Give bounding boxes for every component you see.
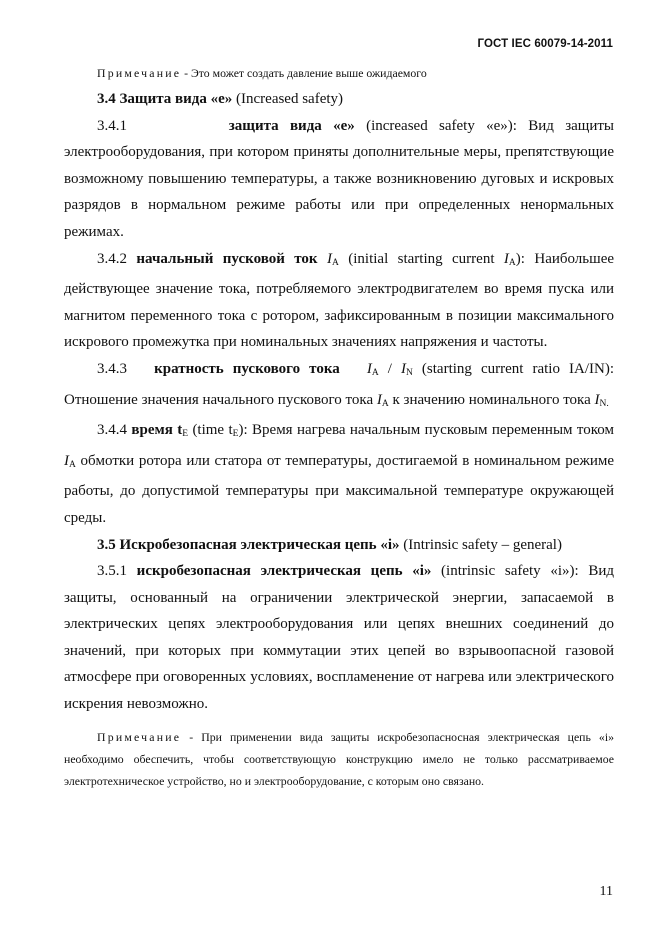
clause-3-4-1: 3.4.1 защита вида «е» (increased safety «e»): Вид защиты электрооборудования, при котором приняты дополнительные меры, препятствующие возможному повышению температуры, а также возникновению дуговых и искровых разрядов в нормальном режиме работы или при определенных ненормальных режимах.	[64, 117, 615, 240]
clause-term: искробезопасная электрическая цепь «i»	[136, 563, 432, 580]
clause-term: время t	[131, 422, 183, 439]
section-3-5-heading: 3.5 Искробезопасная электрическая цепь «i» (Intrinsic safety – general)	[97, 536, 562, 553]
page-number: 11	[599, 884, 613, 899]
clause-definition: Наибольшее действующее значение тока, потребляемого электродвигателем во время пуска или магнитом переменного тока с ротором, зафиксированным в позиции максимального искрового промежутка при номинальных значениях напряжения и частоты.	[64, 250, 615, 351]
clause-term: начальный пусковой ток	[136, 250, 318, 267]
clause-term: кратность пускового тока	[154, 360, 340, 377]
clause-number: 3.4.2	[97, 250, 127, 267]
standard-header: ГОСТ IEC 60079-14-2011	[477, 38, 613, 50]
note-1: Примечание - Это может создать давление выше ожидаемого	[97, 66, 427, 80]
clause-number: 3.4.3	[97, 360, 127, 377]
clause-number: 3.4.4	[97, 422, 127, 439]
clause-number: 3.4.1	[97, 117, 127, 134]
clause-3-5-1: 3.5.1 искробезопасная электрическая цепь «i» (intrinsic safety «i»): Вид защиты, основанный на ограничении электрической энергии, запасаемой в электрических цепях электрооборудования или цепях внешних соединений до значений, при которых при коммутации этих цепей во взрывоопасной газовой атмосфере при оговоренных условиях, воспламенение от нагрева или электрического искрения невозможно.	[64, 563, 614, 713]
clause-3-4-2: 3.4.2 начальный пусковой ток $I_A$ (initial starting current $I_A$): Наибольшее действующее значение тока, потребляемого электродвигателем во время пуска или магнитом переменного тока с ротором, зафиксированным в позиции максимального искрового промежутка при номинальных значениях напряжения и частоты.	[64, 250, 615, 351]
clause-definition: Вид защиты электрооборудования, при котором приняты дополнительные меры, препятствующие возможному повышению температуры, а также возникновению дуговых и искровых разрядов в нормальном режиме работы или при определенных ненормальных режимах.	[64, 117, 615, 240]
note-label: Примечание	[97, 66, 182, 80]
section-3-4-heading: 3.4 Защита вида «е» (Increased safety)	[97, 91, 344, 107]
clause-3-4-4: 3.4.4 время $t_E$ (time $t_E$): Время нагрева начальным пусковым переменным током $I_A$ обмотки ротора или статора от температуры, достигаемой в номинальном режиме работы, до допустимой температуры при максимальной температуре окружающей среды.	[64, 422, 614, 526]
note-2: Примечание - При применении вида защиты искробезопасносная электрическая цепь «i» необходимо обеспечить, чтобы соответствующую конструкцию имело не только рассматриваемое электротехническое устройство, но и электрооборудование, с которым оно связано.	[64, 729, 614, 788]
note-label: Примечание	[97, 729, 182, 744]
clause-term: защита вида «е»	[228, 117, 355, 134]
clause-number: 3.5.1	[97, 563, 127, 580]
note-text: При применении вида защиты искробезопасносная электрическая цепь «i» необходимо обеспечить, чтобы соответствующую конструкцию имело не только рассматриваемое электротехническое устройство, но и электрооборудование, с которым оно связано.	[64, 729, 614, 788]
clause-definition: Вид защиты, основанный на ограничении электрической энергии, запасаемой в электрических цепях электрооборудования или цепях внешних соединений до значений, при которых при коммутации этих цепей во взрывоопасной газовой атмосфере при оговоренных условиях, воспламенение от нагрева или электрического искрения невозможно.	[64, 563, 614, 713]
note-text: Это может создать давление выше ожидаемого	[191, 66, 427, 80]
clause-3-4-3: 3.4.3 кратность пускового тока $I_A / I_N$ (starting current ratio IA/IN): Отношение значения начального пускового тока $I_A$ к значению номинального тока $I_{N.}$	[64, 360, 615, 409]
document-body	[64, 60, 614, 792]
